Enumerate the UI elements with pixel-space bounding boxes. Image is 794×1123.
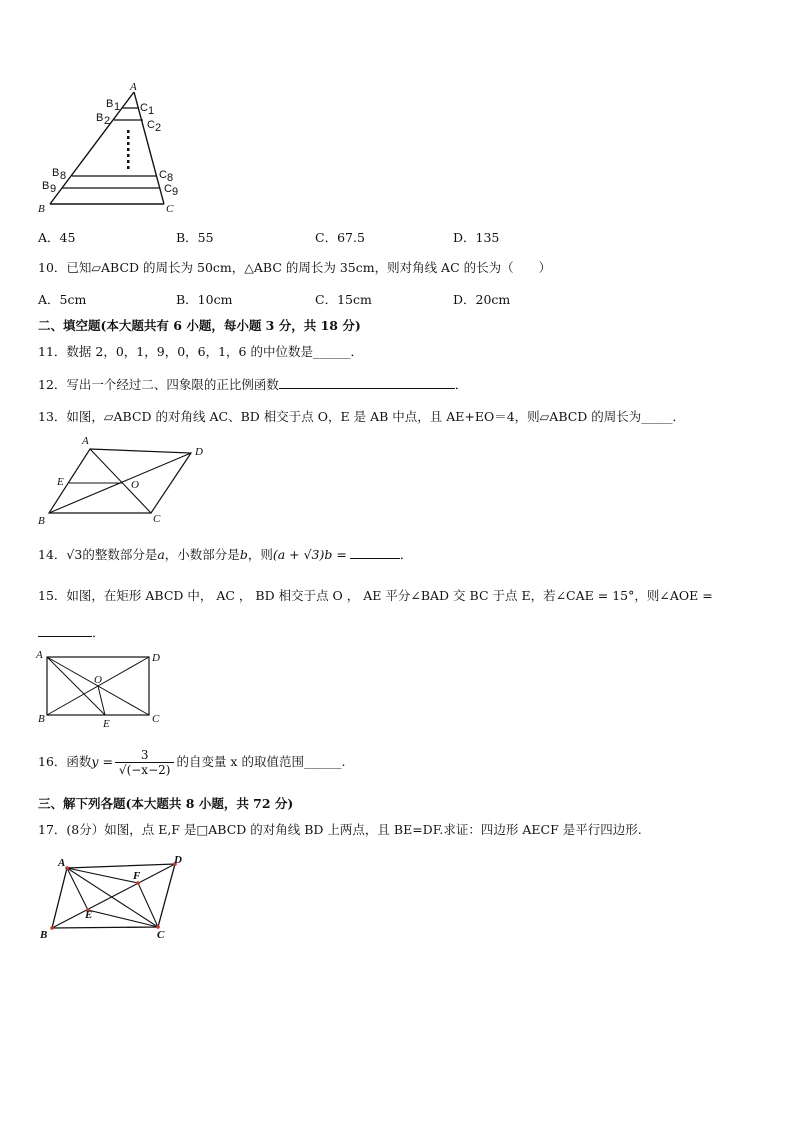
label-B: B xyxy=(38,203,45,215)
q9-option-c: C．67.5 xyxy=(315,230,365,245)
label-B2: B xyxy=(96,112,104,124)
q13-label-O: O xyxy=(131,479,139,491)
q17-label-D: D xyxy=(174,854,182,866)
q16-stem: 的自变量 x 的取值范围______. xyxy=(176,754,346,769)
q12-end: ． xyxy=(454,377,468,392)
label-C8-sub: 8 xyxy=(167,172,174,184)
q15-label-C: C xyxy=(152,713,160,725)
label-B2-sub: 2 xyxy=(104,115,111,127)
q10-option-b: B．10cm xyxy=(176,292,233,307)
q17-label-A: A xyxy=(58,857,66,869)
q11-text: 11．数据 2，0，1，9，0，6，1，6 的中位数是______． xyxy=(38,344,363,359)
q15-label-B: B xyxy=(38,713,45,725)
q16-denominator: √(−x−2) xyxy=(115,762,175,777)
label-B9: B xyxy=(42,180,50,192)
q14-expression: (a + √3)b = xyxy=(272,547,347,562)
q9-option-b: B．55 xyxy=(176,230,214,245)
q13-label-E: E xyxy=(57,476,64,488)
q17-label-C: C xyxy=(157,929,165,941)
label-C1-sub: 1 xyxy=(148,105,155,117)
label-A: A xyxy=(130,81,137,93)
q9-option-d: D．135 xyxy=(453,230,500,245)
q15-end: ． xyxy=(92,625,105,640)
q17-label-F: F xyxy=(133,870,141,882)
label-C9: C xyxy=(164,183,172,195)
q15-label-A: A xyxy=(36,649,43,661)
q13-label-D: D xyxy=(195,446,203,458)
label-B8: B xyxy=(52,167,60,179)
q14-end: ． xyxy=(399,547,413,562)
q14-var-a: a xyxy=(157,547,165,562)
label-C8: C xyxy=(159,169,167,181)
q14-var-b: b xyxy=(239,547,248,562)
q13-text: 13．如图，▱ABCD 的对角线 AC、BD 相交于点 O，E 是 AB 中点，且 AE+EO＝4，则▱ABCD 的周长为_____． xyxy=(38,409,686,424)
q13-label-B: B xyxy=(38,515,45,527)
section-2-heading: 二、填空题(本大题共有 6 小题，每小题 3 分，共 18 分) xyxy=(38,318,361,333)
label-C1: C xyxy=(140,102,148,114)
q17-text: 17．(8分）如图，点 E,F 是□ABCD 的对角线 BD 上两点，且 BE=DF.求证：四边形 AECF 是平行四边形. xyxy=(38,822,642,837)
label-B1-sub: 1 xyxy=(114,101,121,113)
q15-label-O: O xyxy=(94,674,102,686)
q15-label-D: D xyxy=(152,652,160,664)
q16-y: y = xyxy=(91,754,113,769)
section-3-heading: 三、解下列各题(本大题共 8 小题，共 72 分) xyxy=(38,796,294,811)
q14-t2: ，小数部分是 xyxy=(164,547,240,562)
label-C2: C xyxy=(147,119,155,131)
q15-label-E: E xyxy=(103,718,110,730)
label-C2-sub: 2 xyxy=(155,122,162,134)
q16-number: 16．函数 xyxy=(38,754,92,769)
label-B8-sub: 8 xyxy=(60,170,67,182)
q14-number: 14． xyxy=(38,547,67,562)
q13-label-C: C xyxy=(153,513,161,525)
q16-numerator: 3 xyxy=(140,748,149,762)
q13-label-A: A xyxy=(82,435,89,447)
q10-option-a: A．5cm xyxy=(38,292,87,307)
q17-label-E: E xyxy=(85,909,93,921)
q12-stem: 12．写出一个经过二、四象限的正比例函数 xyxy=(38,377,279,392)
label-B1: B xyxy=(106,98,114,110)
label-C: C xyxy=(166,203,174,215)
label-B9-sub: 9 xyxy=(50,183,57,195)
q14-t1: 的整数部分是 xyxy=(82,547,158,562)
q14-root: √3 xyxy=(66,547,83,562)
q17-label-B: B xyxy=(40,929,48,941)
q10-option-d: D．20cm xyxy=(453,292,511,307)
q9-option-a: A．45 xyxy=(38,230,76,245)
q15-text: 15．如图，在矩形 ABCD 中， AC ， BD 相交于点 O ， AE 平分∠BAD 交 BC 于点 E，若∠CAE = 15°，则∠AOE = xyxy=(38,588,713,603)
q14-t3: ，则 xyxy=(247,547,273,562)
q10-option-c: C．15cm xyxy=(315,292,372,307)
q10-text: 10．已知▱ABCD 的周长为 50cm，△ABC 的周长为 35cm，则对角线 AC 的长为（ ） xyxy=(38,260,552,275)
label-C9-sub: 9 xyxy=(172,186,179,198)
